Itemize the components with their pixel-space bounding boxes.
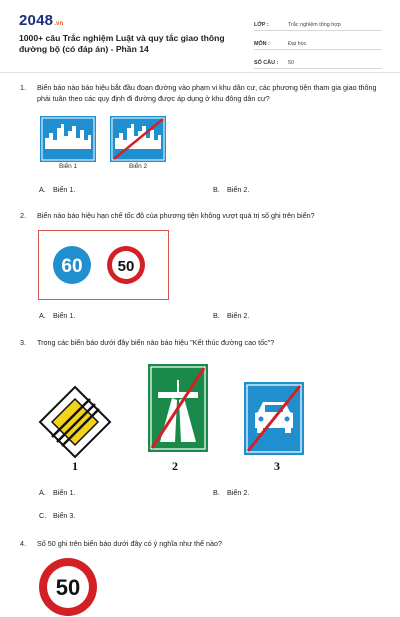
question-text: Số 50 ghi trên biển báo dưới đây có ý nghĩa như thế nào? [37, 539, 222, 548]
answer-letter: B. [213, 185, 220, 194]
answer-text: Biển 1. [53, 311, 76, 320]
minimum-speed-sign [52, 245, 92, 285]
answer-letter: C. [39, 511, 47, 520]
meta-row-count [254, 52, 382, 69]
answer-option[interactable] [213, 185, 249, 194]
answer-text: Biển 1. [53, 185, 76, 194]
question-text: Biển báo nào báo hiệu bắt đầu đoạn đường vào phạm vi khu dân cư, các phương tiện tham gia giao thông phải tuân theo các quy định đi đường được áp dụng ở khu đông dân cư? [37, 83, 377, 103]
header-divider [0, 72, 400, 73]
meta-label: MÔN : [254, 41, 270, 47]
answer-letter: B. [213, 311, 220, 320]
answer-option[interactable] [39, 185, 75, 194]
meta-info [254, 14, 382, 71]
end-priority-road-sign [38, 385, 112, 459]
logo-text: 2048 [19, 12, 54, 29]
meta-label: SỐ CÂU : [254, 60, 279, 66]
logo-suffix: .vn [54, 21, 64, 27]
maximum-speed-sign [106, 245, 146, 285]
answer-option[interactable] [39, 488, 75, 497]
answer-letter: A. [39, 488, 46, 497]
question-4 [20, 538, 380, 549]
question-2 [20, 210, 380, 221]
answer-text: Biển 2. [227, 311, 250, 320]
meta-value: Trắc nghiệm tổng hợp [288, 22, 341, 28]
end-motorway-sign [148, 364, 208, 452]
question-number: 3. [20, 338, 26, 347]
question-number: 4. [20, 539, 26, 548]
answer-letter: B. [213, 488, 220, 497]
sign-caption: Biển 1 [58, 163, 78, 170]
sign-number: 2 [172, 459, 178, 473]
answer-letter: A. [39, 311, 46, 320]
sign-value: 60 [61, 256, 83, 277]
answer-option[interactable] [39, 511, 75, 520]
document-title: 1000+ câu Trắc nghiệm Luật và quy tắc giao thông đường bộ (có đáp án) - Phần 14 [19, 33, 225, 54]
end-motor-vehicle-road-sign [244, 382, 304, 455]
answer-text: Biển 1. [53, 488, 76, 497]
sign-number: 3 [274, 459, 280, 473]
answer-text: Biển 2. [227, 185, 250, 194]
question-1 [20, 82, 380, 104]
meta-row-subject [254, 33, 382, 50]
answer-text: Biển 3. [53, 511, 76, 520]
speed-limit-50-sign [38, 557, 98, 617]
answer-option[interactable] [213, 311, 249, 320]
sign-value: 50 [117, 258, 135, 275]
answer-letter: A. [39, 185, 46, 194]
answer-option[interactable] [213, 488, 249, 497]
meta-label: LỚP : [254, 22, 269, 28]
sign-caption: Biển 2 [128, 163, 148, 170]
sign-number: 1 [72, 459, 78, 473]
sign-value: 50 [55, 575, 81, 600]
question-number: 1. [20, 83, 26, 92]
residential-area-end-sign [110, 116, 166, 162]
meta-row-class [254, 14, 382, 31]
question-text: Biển nào báo hiệu hạn chế tốc độ của phương tiện không vượt quá trị số ghi trên biển? [37, 211, 315, 220]
answer-option[interactable] [39, 311, 75, 320]
question-3 [20, 337, 380, 348]
meta-value: Đại học [288, 41, 307, 47]
site-logo[interactable] [19, 12, 63, 29]
answer-text: Biển 2. [227, 488, 250, 497]
meta-value: 50 [288, 60, 294, 66]
question-number: 2. [20, 211, 26, 220]
question-text: Trong các biển báo dưới đây biển nào báo hiệu "Kết thúc đường cao tốc"? [37, 338, 275, 347]
residential-area-start-sign [40, 116, 96, 162]
